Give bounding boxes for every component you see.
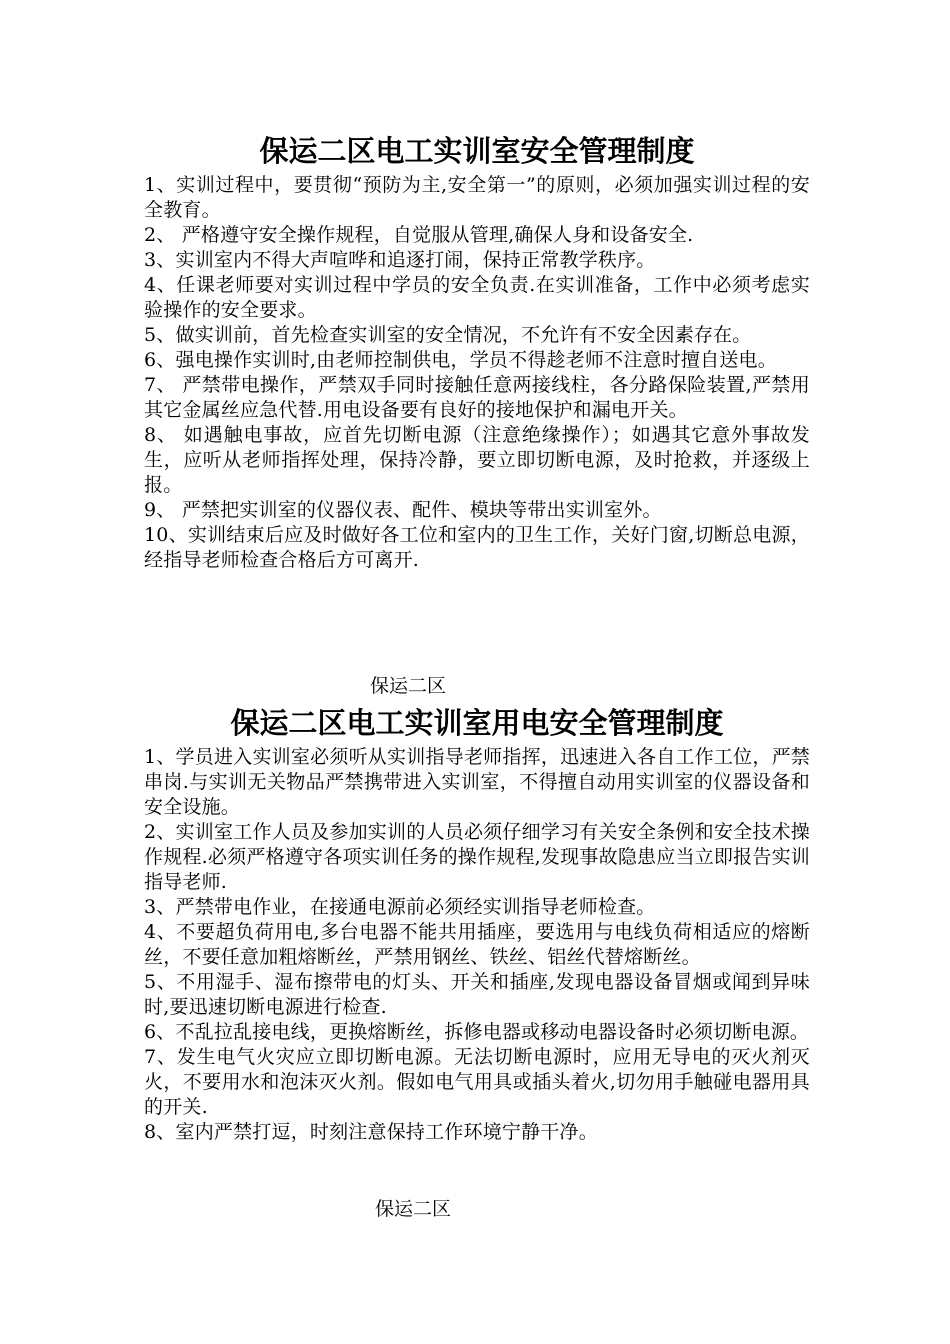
- rule-item: 4、任课老师要对实训过程中学员的安全负责.在实训准备，工作中必须考虑实验操作的安全要求。: [144, 274, 810, 321]
- rule-item: 2、 严格遵守安全操作规程，自觉服从管理,确保人身和设备安全.: [144, 224, 694, 246]
- rule-item: 7、发生电气火灾应立即切断电源。无法切断电源时，应用无导电的灭火剂灭火，不要用水和泡沫灭火剂。假如电气用具或插头着火,切勿用手触碰电器用具的开关.: [144, 1046, 810, 1118]
- section-title: 保运二区电工实训室安全管理制度: [259, 134, 695, 168]
- safety-rules-section: [144, 131, 810, 573]
- rule-item: 6、强电操作实训时,由老师控制供电，学员不得趁老师不注意时擅自送电。: [144, 349, 777, 371]
- rule-item: 2、实训室工作人员及参加实训的人员必须仔细学习有关安全条例和安全技术操作规程.必须严格遵守各项实训任务的操作规程,发现事故隐患应当立即报告实训指导老师.: [144, 821, 810, 893]
- rule-item: 1、实训过程中，要贯彻“预防为主,安全第一”的原则，必须加强实训过程的安全教育。: [144, 174, 810, 221]
- rule-item: 8、室内严禁打逗，时刻注意保持工作环境宁静干净。: [144, 1121, 598, 1143]
- rule-item: 5、做实训前，首先检查实训室的安全情况，不允许有不安全因素存在。: [144, 324, 752, 346]
- rule-item: 5、不用湿手、湿布擦带电的灯头、开关和插座,发现电器设备冒烟或闻到异味时,要迅速切断电源进行检查.: [144, 971, 810, 1018]
- rule-item: 10、实训结束后应及时做好各工位和室内的卫生工作，关好门窗,切断总电源，经指导老师检查合格后方可离开.: [144, 524, 810, 571]
- section-signature: 保运二区: [375, 1198, 452, 1220]
- section-title: 保运二区电工实训室用电安全管理制度: [230, 706, 724, 740]
- section-signature: 保运二区: [370, 675, 447, 697]
- rule-item: 9、 严禁把实训室的仪器仪表、配件、模块等带出实训室外。: [144, 499, 662, 521]
- rule-item: 3、严禁带电作业，在接通电源前必须经实训指导老师检查。: [144, 896, 656, 918]
- rule-item: 4、不要超负荷用电,多台电器不能共用插座，要选用与电线负荷相适应的熔断丝，不要任意加粗熔断丝，严禁用钢丝、铁丝、铝丝代替熔断丝。: [144, 921, 810, 968]
- rule-item: 1、学员进入实训室必须听从实训指导老师指挥，迅速进入各自工作工位，严禁串岗.与实训无关物品严禁携带进入实训室，不得擅自动用实训室的仪器设备和安全设施。: [144, 746, 810, 818]
- rule-item: 7、 严禁带电操作，严禁双手同时接触任意两接线柱，各分路保险装置,严禁用其它金属丝应急代替.用电设备要有良好的接地保护和漏电开关。: [144, 374, 810, 421]
- rule-item: 6、不乱拉乱接电线，更换熔断丝，拆修电器或移动电器设备时必须切断电源。: [144, 1021, 810, 1043]
- electricity-rules-section: [144, 703, 810, 1145]
- rule-item: 3、实训室内不得大声喧哗和追逐打闹，保持正常教学秩序。: [144, 249, 656, 271]
- rule-item: 8、 如遇触电事故，应首先切断电源（注意绝缘操作）；如遇其它意外事故发生，应听从老师指挥处理，保持冷静，要立即切断电源，及时抢救，并逐级上报。: [144, 424, 810, 496]
